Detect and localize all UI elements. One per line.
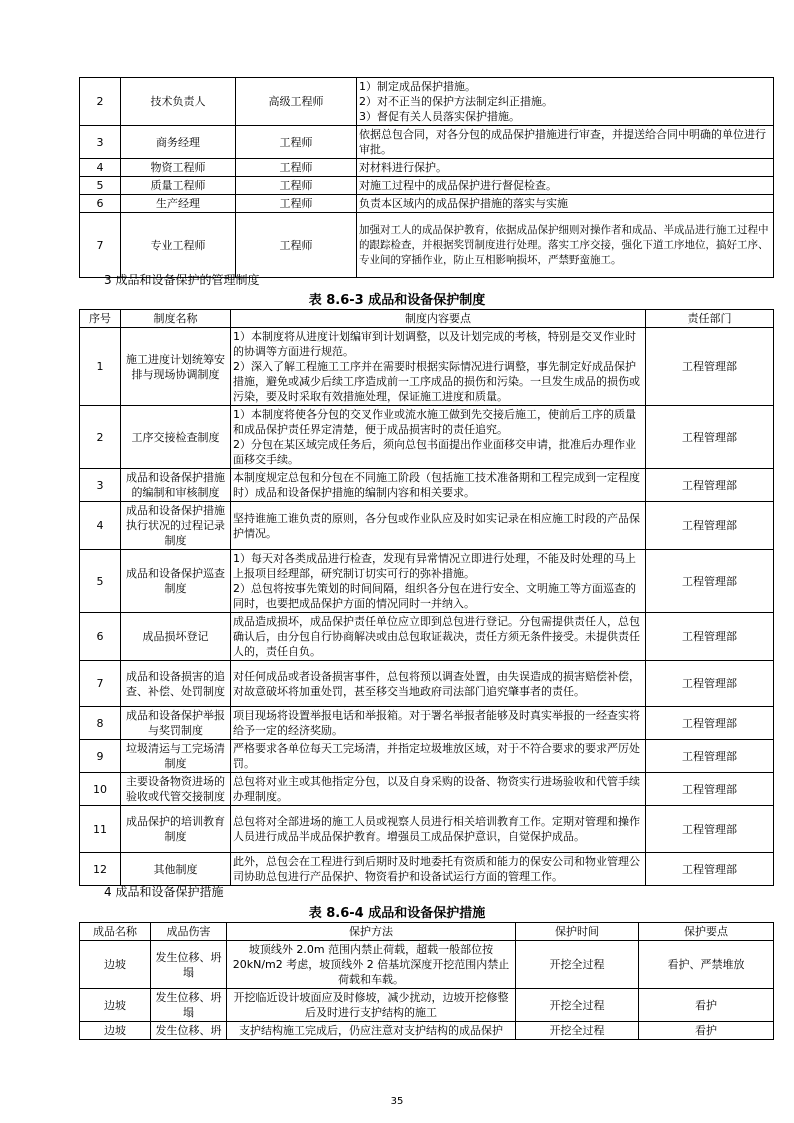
dept-cell: 工程管理部 — [646, 469, 774, 502]
row-number: 5 — [80, 177, 121, 195]
method-cell: 开挖临近设计坡面应及时修坡，减少扰动，边坡开挖修整后及时进行支护结构的施工 — [227, 989, 516, 1022]
table-row — [80, 707, 774, 740]
table-row — [80, 550, 774, 613]
title-cell: 高级工程师 — [236, 78, 357, 126]
table-row — [80, 740, 774, 773]
system-content-cell: 项目现场将设置举报电话和举报箱。对于署名举报者能够及时真实举报的一经查实将给予一定的经济奖励。 — [231, 707, 646, 740]
header-dept: 责任部门 — [646, 310, 774, 328]
system-name-cell: 主要设备物资进场的验收或代管交接制度 — [121, 773, 231, 806]
row-number: 3 — [80, 126, 121, 159]
header-point: 保护要点 — [639, 923, 774, 941]
duty-cell: 负责本区域内的成品保护措施的落实与实施 — [357, 195, 774, 213]
dept-cell: 工程管理部 — [646, 661, 774, 707]
method-cell: 坡顶线外 2.0m 范围内禁止荷载，超载一般部位按 20kN/m2 考虑，坡顶线外 2 倍基坑深度开挖范围内禁止荷载和车载。 — [227, 941, 516, 989]
role-cell: 商务经理 — [121, 126, 236, 159]
table-row — [80, 78, 774, 126]
dept-cell: 工程管理部 — [646, 328, 774, 406]
row-number: 1 — [80, 328, 121, 406]
role-cell: 专业工程师 — [121, 213, 236, 278]
section-heading: 4 成品和设备保护措施 — [104, 885, 224, 899]
duty-cell: 依据总包合同，对各分包的成品保护措施进行审查，并提送给合同中明确的单位进行审批。 — [357, 126, 774, 159]
duty-cell: 对材料进行保护。 — [357, 159, 774, 177]
point-cell: 看护 — [639, 989, 774, 1022]
row-number: 8 — [80, 707, 121, 740]
harm-cell: 发生位移、坍塌 — [151, 941, 227, 989]
dept-cell: 工程管理部 — [646, 773, 774, 806]
row-number: 2 — [80, 78, 121, 126]
title-cell: 工程师 — [236, 126, 357, 159]
dept-cell: 工程管理部 — [646, 406, 774, 469]
harm-cell: 发生位移、坍 — [151, 1022, 227, 1040]
system-content-cell: 本制度规定总包和分包在不同施工阶段（包括施工技术准备期和工程完成到一定程度时）成品和设备保护措施的编制内容和相关要求。 — [231, 469, 646, 502]
system-name-cell: 成品和设备损害的追查、补偿、处罚制度 — [121, 661, 231, 707]
table-row — [80, 195, 774, 213]
table-header-row — [80, 923, 774, 941]
dept-cell: 工程管理部 — [646, 740, 774, 773]
header-number: 序号 — [80, 310, 121, 328]
table-row — [80, 177, 774, 195]
table-caption: 表 8.6-3 成品和设备保护制度 — [308, 293, 486, 308]
system-name-cell: 工序交接检查制度 — [121, 406, 231, 469]
protection-measures-table — [79, 922, 774, 1040]
row-number: 11 — [80, 806, 121, 853]
header-product: 成品名称 — [80, 923, 151, 941]
title-cell: 工程师 — [236, 177, 357, 195]
table-row — [80, 159, 774, 177]
row-number: 6 — [80, 613, 121, 661]
duty-cell: 对施工过程中的成品保护进行督促检查。 — [357, 177, 774, 195]
row-number: 4 — [80, 502, 121, 550]
page-number: 35 — [390, 1096, 404, 1107]
header-name: 制度名称 — [121, 310, 231, 328]
table-row — [80, 661, 774, 707]
header-content: 制度内容要点 — [231, 310, 646, 328]
section-heading: 3 成品和设备保护的管理制度 — [104, 273, 260, 287]
title-cell: 工程师 — [236, 213, 357, 278]
system-name-cell: 其他制度 — [121, 853, 231, 886]
table-row — [80, 773, 774, 806]
table-row — [80, 613, 774, 661]
table-row — [80, 469, 774, 502]
system-name-cell: 成品和设备保护举报与奖罚制度 — [121, 707, 231, 740]
dept-cell: 工程管理部 — [646, 853, 774, 886]
row-number: 7 — [80, 213, 121, 278]
table-caption: 表 8.6-4 成品和设备保护措施 — [308, 906, 486, 921]
point-cell: 看护、严禁堆放 — [639, 941, 774, 989]
dept-cell: 工程管理部 — [646, 502, 774, 550]
system-name-cell: 成品保护的培训教育制度 — [121, 806, 231, 853]
role-cell: 技术负责人 — [121, 78, 236, 126]
table-row — [80, 126, 774, 159]
system-content-cell: 总包将对业主或其他指定分包，以及自身采购的设备、物资实行进场验收和代管手续办理制度。 — [231, 773, 646, 806]
row-number: 6 — [80, 195, 121, 213]
system-name-cell: 成品和设备保护措施的编制和审核制度 — [121, 469, 231, 502]
dept-cell: 工程管理部 — [646, 613, 774, 661]
system-content-cell: 严格要求各单位每天工完场清，并指定垃圾堆放区域，对于不符合要求的要求严厉处罚。 — [231, 740, 646, 773]
role-cell: 质量工程师 — [121, 177, 236, 195]
header-time: 保护时间 — [516, 923, 639, 941]
harm-cell: 发生位移、坍塌 — [151, 989, 227, 1022]
table-row — [80, 941, 774, 989]
time-cell: 开挖全过程 — [516, 1022, 639, 1040]
system-name-cell: 垃圾清运与工完场清制度 — [121, 740, 231, 773]
row-number: 4 — [80, 159, 121, 177]
system-content-cell: 坚持谁施工谁负责的原则，各分包或作业队应及时如实记录在相应施工时段的产品保护情况。 — [231, 502, 646, 550]
row-number: 12 — [80, 853, 121, 886]
protection-system-table — [79, 309, 774, 886]
table-row — [80, 989, 774, 1022]
system-content-cell: 成品造成损坏，成品保护责任单位应立即到总包进行登记。分包需提供责任人，总包确认后，由分包自行协商解决或由总包取证裁决，责任方须无条件接受。未提供责任人的，责任自负。 — [231, 613, 646, 661]
table-row — [80, 213, 774, 278]
table-row — [80, 853, 774, 886]
responsibility-table — [79, 77, 774, 278]
dept-cell: 工程管理部 — [646, 707, 774, 740]
row-number: 5 — [80, 550, 121, 613]
system-content-cell: 对任何成品或者设备损害事件，总包将预以调查处置，由失误造成的损害赔偿补偿，对故意破坏将加重处罚，甚至移交当地政府司法部门追究肇事者的责任。 — [231, 661, 646, 707]
row-number: 3 — [80, 469, 121, 502]
duty-cell: 加强对工人的成品保护教育，依据成品保护细则对操作者和成品、半成品进行施工过程中的跟踪检查，并根据奖罚制度进行处理。落实工序交接，强化下道工序地位，搞好工序、专业间的穿插作业，防止互相影响损坏，严禁野蛮施工。 — [357, 213, 774, 278]
time-cell: 开挖全过程 — [516, 941, 639, 989]
row-number: 9 — [80, 740, 121, 773]
method-cell: 支护结构施工完成后，仍应注意对支护结构的成品保护 — [227, 1022, 516, 1040]
system-content-cell: 总包将对全部进场的施工人员或视察人员进行相关培训教育工作。定期对管理和操作人员进行成品半成品保护教育。增强员工成品保护意识，自觉保护成品。 — [231, 806, 646, 853]
dept-cell: 工程管理部 — [646, 806, 774, 853]
table-row — [80, 806, 774, 853]
product-name-cell: 边坡 — [80, 989, 151, 1022]
table-row — [80, 502, 774, 550]
system-name-cell: 成品损坏登记 — [121, 613, 231, 661]
dept-cell: 工程管理部 — [646, 550, 774, 613]
table-row — [80, 1022, 774, 1040]
title-cell: 工程师 — [236, 195, 357, 213]
system-name-cell: 成品和设备保护措施执行状况的过程记录制度 — [121, 502, 231, 550]
time-cell: 开挖全过程 — [516, 989, 639, 1022]
table-row — [80, 328, 774, 406]
role-cell: 生产经理 — [121, 195, 236, 213]
point-cell: 看护 — [639, 1022, 774, 1040]
role-cell: 物资工程师 — [121, 159, 236, 177]
system-content-cell: 1）本制度将从进度计划编审到计划调整，以及计划完成的考核，特别是交叉作业时的协调等方面进行规范。 2）深入了解工程施工工序并在需要时根据实际情况进行调整，事先制定好成品保护措施，避免或减少后续工序造成前一工序成品的损伤和污染。一旦发生成品的损伤或污染，要及时采取有效措施处理，保证施工进度和质量。 — [231, 328, 646, 406]
system-content-cell: 1）每天对各类成品进行检查，发现有异常情况立即进行处理，不能及时处理的马上上报项目经理部，研究制订切实可行的弥补措施。 2）总包将按事先策划的时间间隔，组织各分包在进行安全、文明施工等方面巡查的同时，也要把成品保护方面的情况同时一并纳入。 — [231, 550, 646, 613]
system-name-cell: 施工进度计划统筹安排与现场协调制度 — [121, 328, 231, 406]
product-name-cell: 边坡 — [80, 1022, 151, 1040]
table-header-row — [80, 310, 774, 328]
title-cell: 工程师 — [236, 159, 357, 177]
row-number: 2 — [80, 406, 121, 469]
system-content-cell: 此外，总包会在工程进行到后期时及时地委托有资质和能力的保安公司和物业管理公司协助总包进行产品保护、物资看护和设备试运行方面的管理工作。 — [231, 853, 646, 886]
duty-cell: 1）制定成品保护措施。 2）对不正当的保护方法制定纠正措施。 3）督促有关人员落实保护措施。 — [357, 78, 774, 126]
header-method: 保护方法 — [227, 923, 516, 941]
header-harm: 成品伤害 — [151, 923, 227, 941]
system-name-cell: 成品和设备保护巡查制度 — [121, 550, 231, 613]
row-number: 7 — [80, 661, 121, 707]
table-row — [80, 406, 774, 469]
product-name-cell: 边坡 — [80, 941, 151, 989]
system-content-cell: 1）本制度将使各分包的交叉作业或流水施工做到先交接后施工，使前后工序的质量和成品保护责任界定清楚，便于成品损害时的责任追究。 2）分包在某区域完成任务后，须向总包书面提出作业面移交申请，批准后办理作业面移交手续。 — [231, 406, 646, 469]
row-number: 10 — [80, 773, 121, 806]
